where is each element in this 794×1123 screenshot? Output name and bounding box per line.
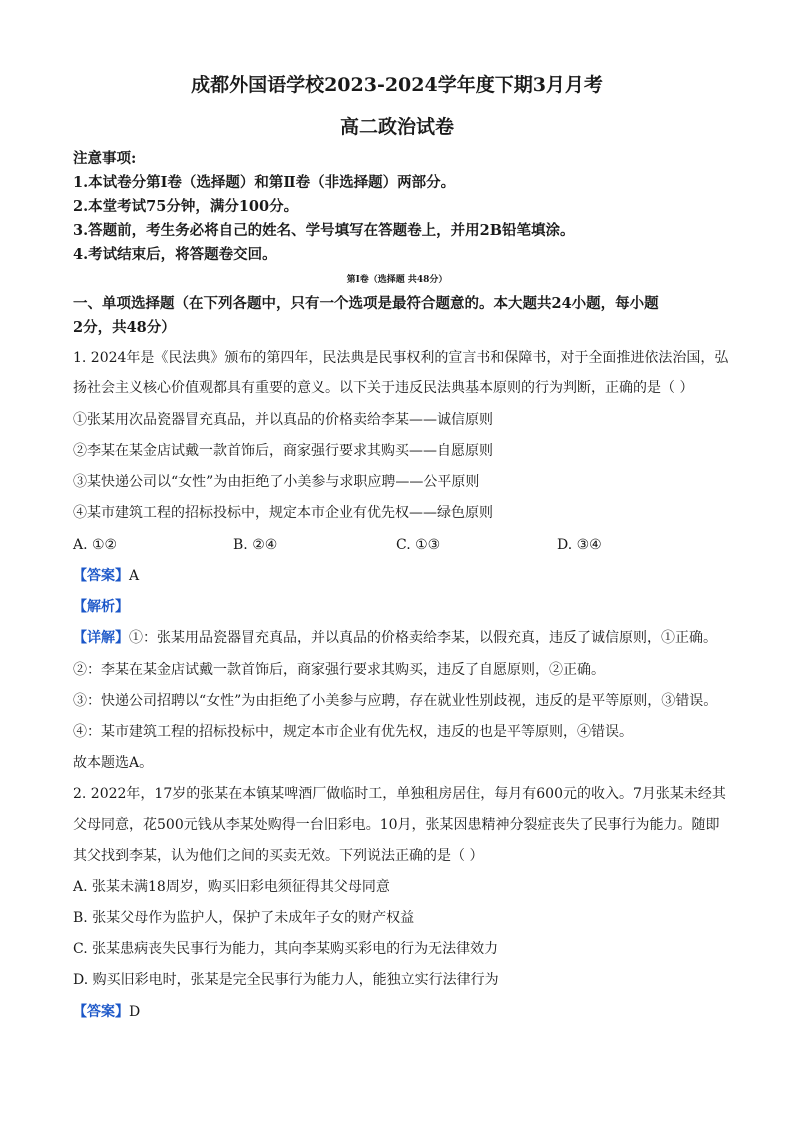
q1-option-b: B. ②④ [233,537,278,553]
q1-statement-2: ②李某在某金店试戴一款首饰后，商家强行要求其购买——自愿原则 [73,443,493,459]
section-title: 第Ⅰ卷（选择题 共48分） [346,275,448,285]
q1-option-a: A. ①② [73,537,118,553]
q2-answer [73,1002,140,1022]
section-heading-line-1: 一、单项选择题（在下列各题中，只有一个选项是最符合题意的。本大题共24小题，每小题 [73,295,659,312]
q1-statement-1: ①张某用次品瓷器冒充真品，并以真品的价格卖给李某——诚信原则 [73,412,493,428]
q1-detail-text-1: ①：张某用品瓷器冒充真品，并以真品的价格卖给李某，以假充真，违反了诚信原则，①正确。 [129,630,717,646]
q1-detail-tag: 【详解】 [73,630,129,646]
q2-stem-line-1: 2. 2022年，17岁的张某在本镇某啤酒厂做临时工，单独租房居住，每月有600元的收入。7月张某未经其 [73,786,726,802]
exam-subtitle: 高二政治试卷 [339,116,454,138]
q1-stem-line-1: 1. 2024年是《民法典》颁布的第四年，民法典是民事权利的宣言书和保障书，对于全面推进依法治国，弘 [73,350,729,366]
q1-detail-line-1 [73,628,717,648]
q1-answer [73,566,139,586]
q2-option-a: A. 张某未满18周岁，购买旧彩电须征得其父母同意 [73,879,390,895]
section-heading-line-2: 2分，共48分） [73,319,176,336]
q1-conclusion: 故本题选A。 [73,755,154,771]
notice-heading: 注意事项: [73,150,137,167]
q1-option-d: D. ③④ [557,537,602,553]
q2-option-d: D. 购买旧彩电时，张某是完全民事行为能力人，能独立实行法律行为 [73,972,499,988]
q2-option-b: B. 张某父母作为监护人，保护了未成年子女的财产权益 [73,910,415,926]
notice-item-3: 3.答题前，考生务必将自己的姓名、学号填写在答题卷上，并用2B铅笔填涂。 [73,222,575,239]
q2-stem-line-3: 其父找到李某，认为他们之间的买卖无效。下列说法正确的是（ ） [73,848,484,864]
notice-item-1: 1.本试卷分第Ⅰ卷（选择题）和第Ⅱ卷（非选择题）两部分。 [73,174,456,191]
q1-detail-line-4: ④：某市建筑工程的招标投标中，规定本市企业有优先权，违反的也是平等原则，④错误。 [73,724,633,740]
q1-statement-4: ④某市建筑工程的招标投标中，规定本市企业有优先权——绿色原则 [73,505,493,521]
q1-detail-line-3: ③：快递公司招聘以“女性”为由拒绝了小美参与应聘，存在就业性别歧视，违反的是平等原则，③错误。 [73,693,718,709]
q2-option-c: C. 张某患病丧失民事行为能力，其向李某购买彩电的行为无法律效力 [73,941,499,957]
q2-stem-line-2: 父母同意，花500元钱从李某处购得一台旧彩电。10月，张某因患精神分裂症丧失了民事行为能力。随即 [73,817,720,833]
q1-option-c: C. ①③ [396,537,441,553]
q1-analysis-tag: 【解析】 [73,599,129,615]
exam-title: 成都外国语学校2023-2024学年度下期3月月考 [191,74,603,96]
q2-answer-value: D [129,1004,141,1020]
q1-answer-tag: 【答案】 [73,568,129,584]
q1-detail-line-2: ②：李某在某金店试戴一款首饰后，商家强行要求其购买，违反了自愿原则，②正确。 [73,662,605,678]
q2-answer-tag: 【答案】 [73,1004,129,1020]
q1-statement-3: ③某快递公司以“女性”为由拒绝了小美参与求职应聘——公平原则 [73,474,480,490]
notice-item-2: 2.本堂考试75分钟，满分100分。 [73,198,299,215]
q1-answer-value: A [129,568,140,584]
q1-stem-line-2: 扬社会主义核心价值观都具有重要的意义。以下关于违反民法典基本原则的行为判断，正确的是（ ） [73,380,694,396]
notice-item-4: 4.考试结束后，将答题卷交回。 [73,246,277,263]
q1-analysis [73,597,129,617]
